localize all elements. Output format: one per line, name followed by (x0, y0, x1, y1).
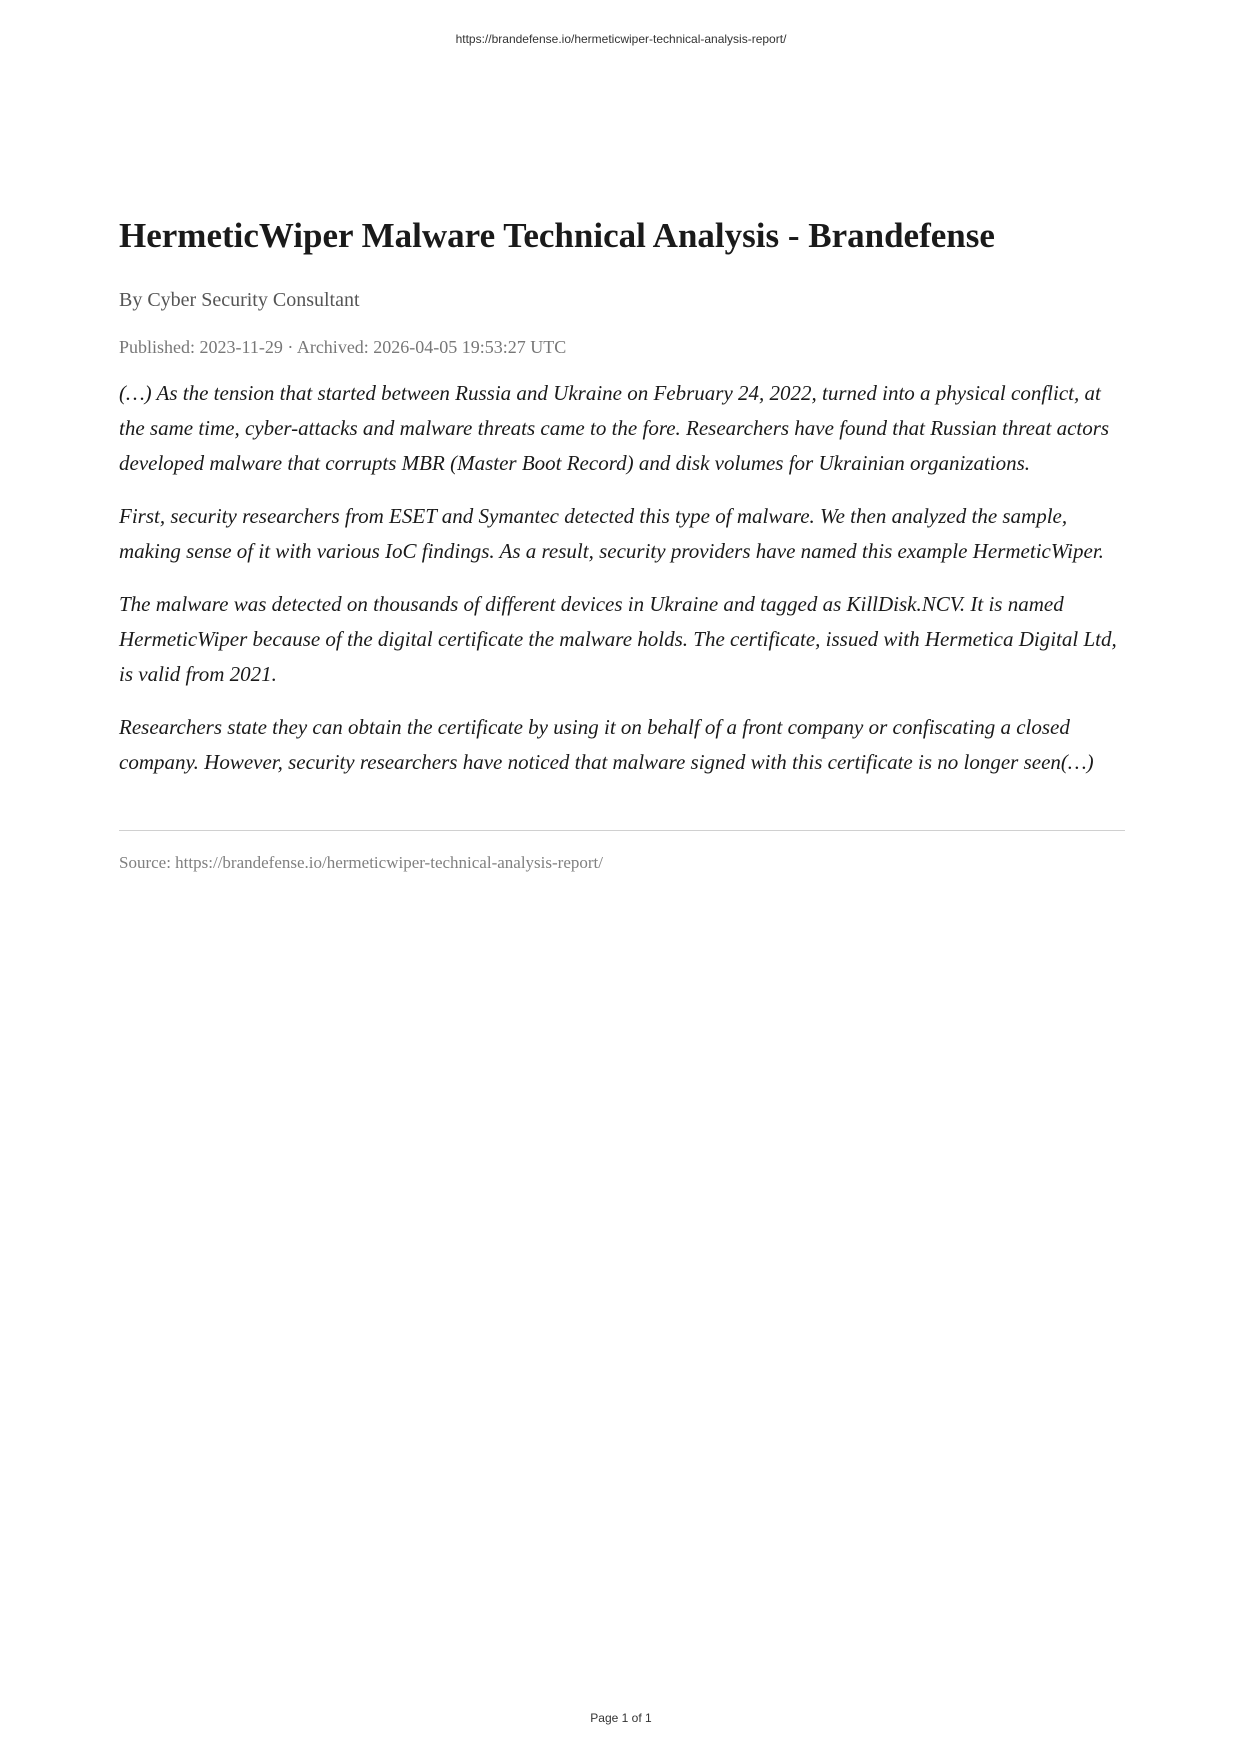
publish-meta: Published: 2023-11-29 · Archived: 2026-04-05 19:53:27 UTC (119, 337, 567, 357)
divider (119, 830, 1125, 831)
page-header-url: https://brandefense.io/hermeticwiper-technical-analysis-report/ (455, 32, 787, 46)
article-body (119, 376, 1125, 780)
paragraph: Researchers state they can obtain the certificate by using it on behalf of a front company or confiscating a closed company. However, security researchers have noticed that malware signed with this certificate is no longer seen(…) (119, 715, 1094, 774)
page-number: Page 1 of 1 (590, 1711, 652, 1725)
source-line: Source: https://brandefense.io/hermeticwiper-technical-analysis-report/ (119, 853, 603, 872)
article (119, 212, 1125, 875)
page-title: HermeticWiper Malware Technical Analysis - Brandefense (119, 216, 995, 255)
author-byline: By Cyber Security Consultant (119, 289, 360, 311)
paragraph: First, security researchers from ESET and Symantec detected this type of malware. We then analyzed the sample, making sense of it with various IoC findings. As a result, security providers have named this example HermeticWiper. (119, 504, 1104, 563)
paragraph: (…) As the tension that started between Russia and Ukraine on February 24, 2022, turned into a physical conflict, at the same time, cyber-attacks and malware threats came to the fore. Researchers have found that Russian threat actors developed malware that corrupts MBR (Master Boot Record) and disk volumes for Ukrainian organizations. (119, 381, 1110, 475)
paragraph: The malware was detected on thousands of different devices in Ukraine and tagged as KillDisk.NCV. It is named HermeticWiper because of the digital certificate the malware holds. The certificate, issued with Hermetica Digital Ltd, is valid from 2021. (119, 592, 1117, 686)
